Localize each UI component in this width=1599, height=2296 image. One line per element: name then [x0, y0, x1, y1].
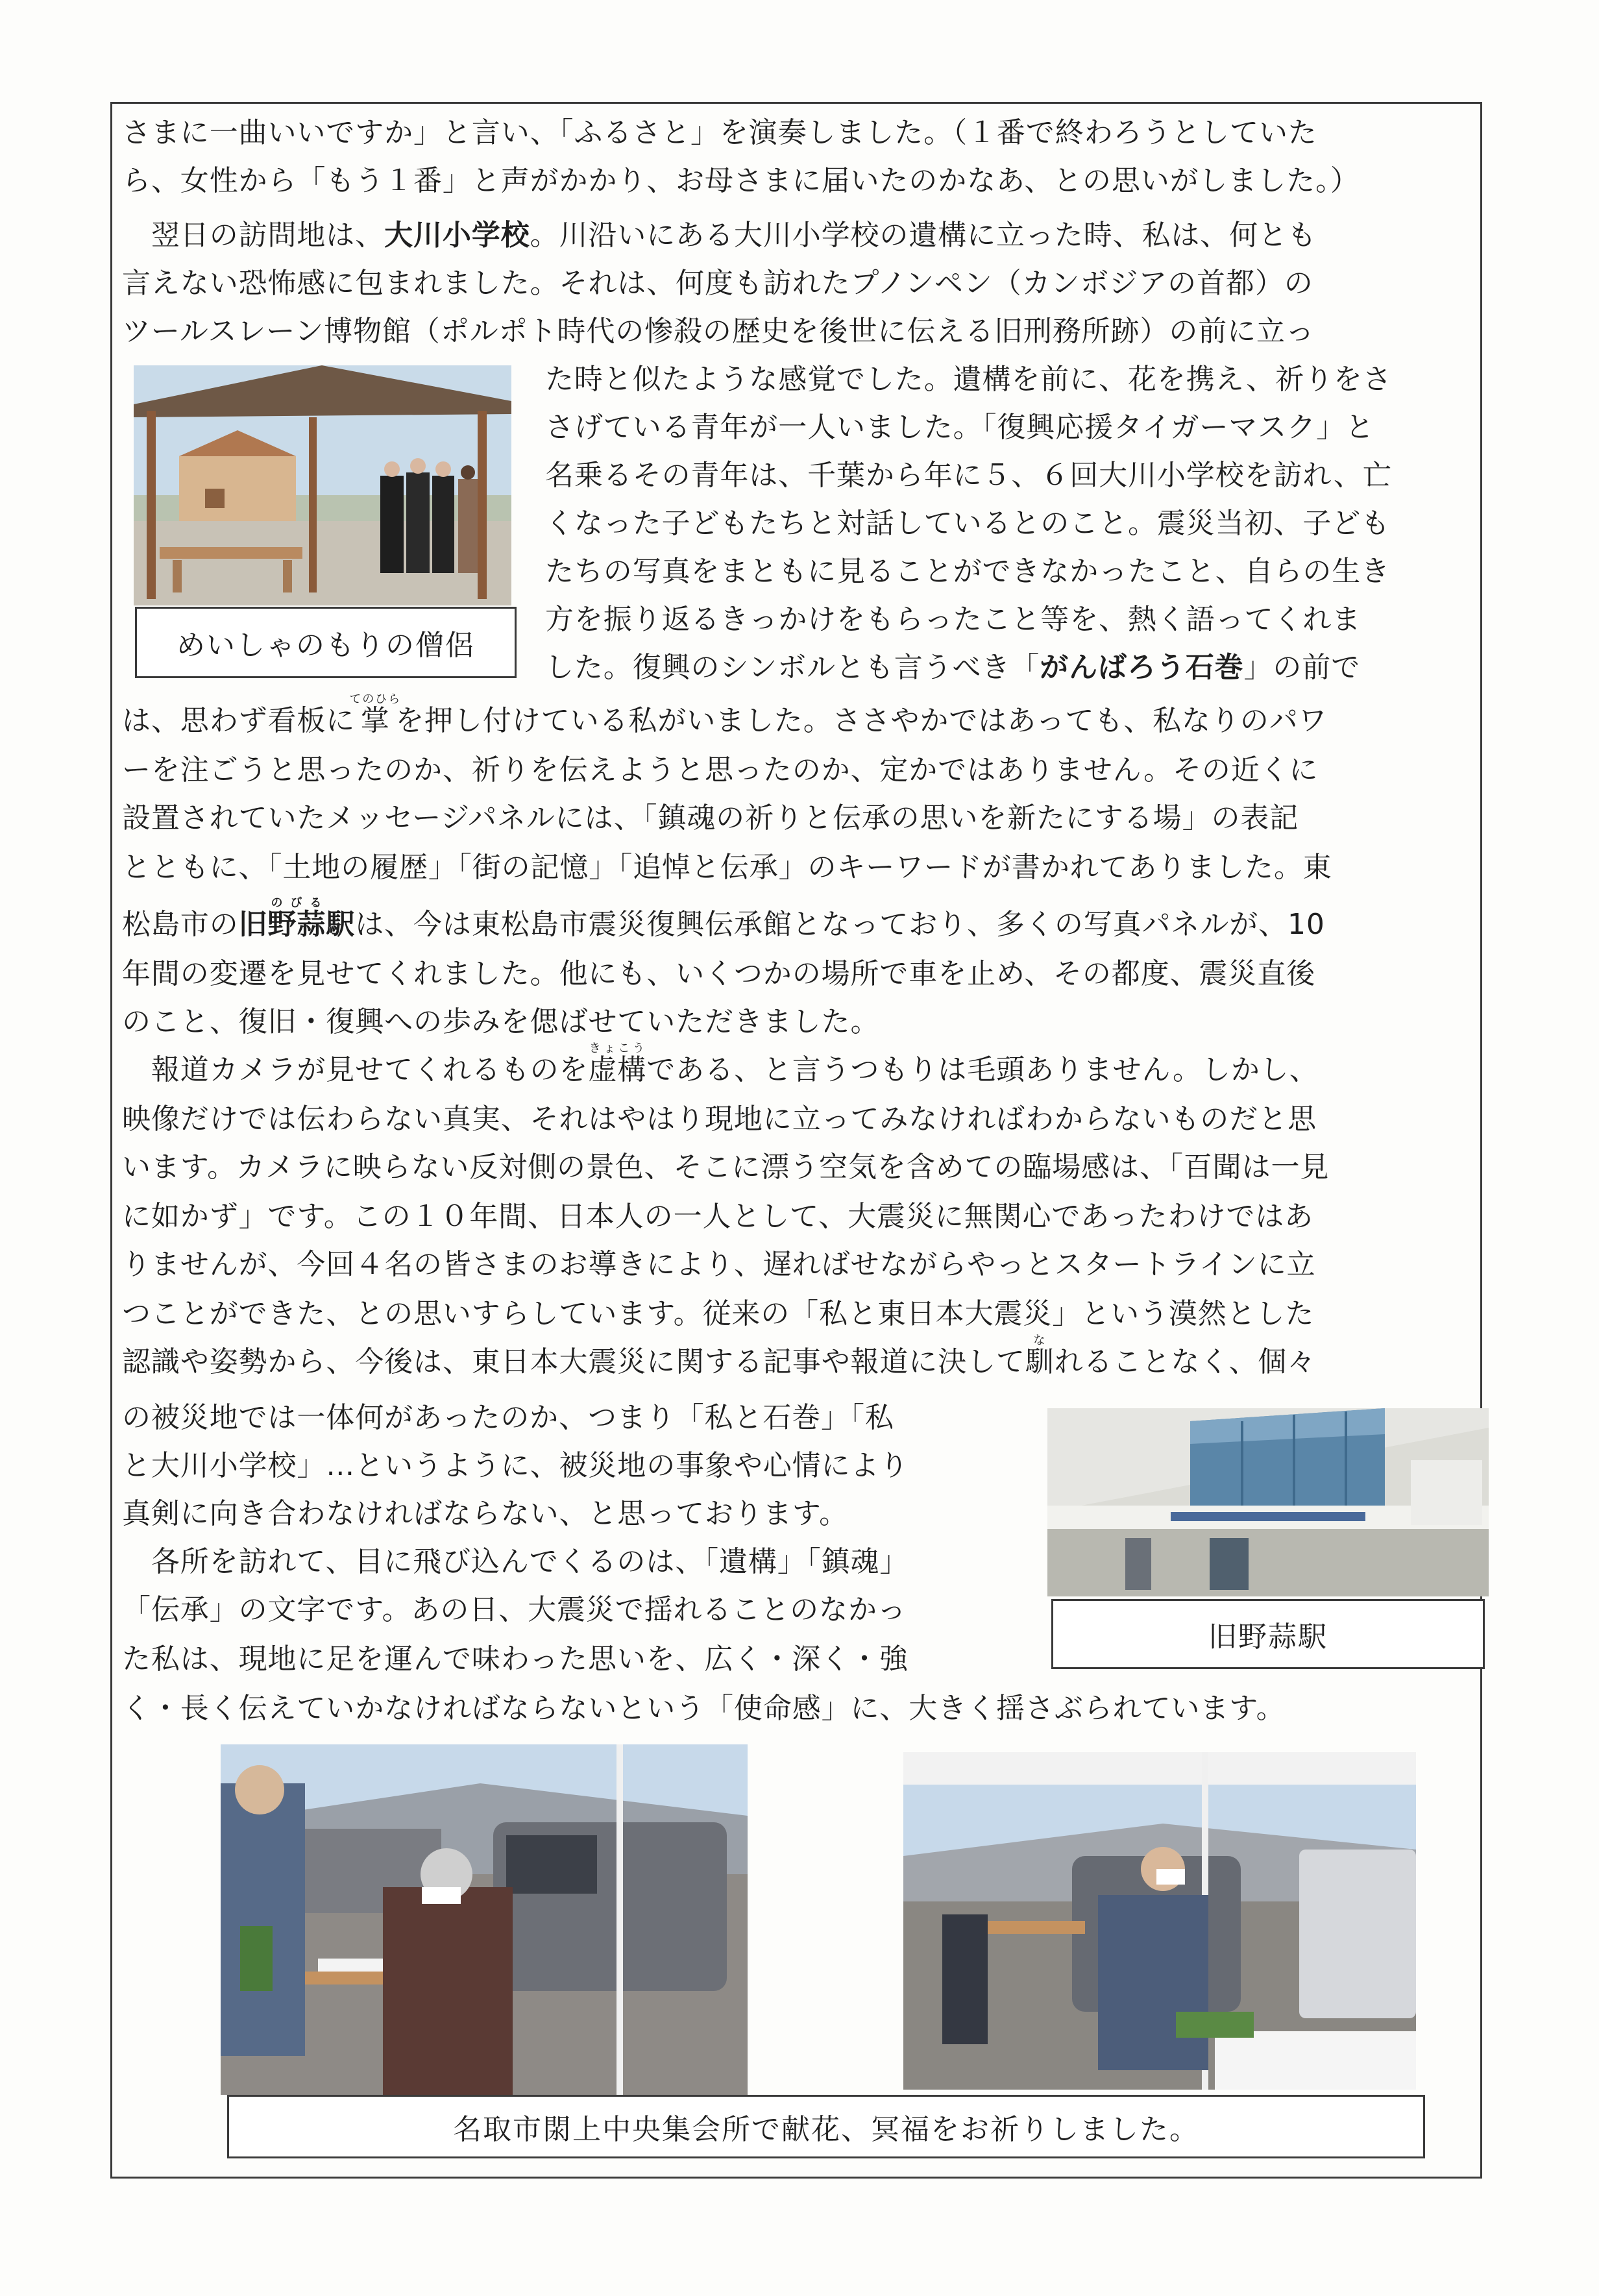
text-line: たちの写真をまともに見ることができなかったこと、自らの生き [545, 555, 1391, 588]
ruby-word: 馴な [1025, 1334, 1055, 1378]
text-line: のこと、復旧・復興への歩みを偲ばせていただきました。 [122, 1005, 880, 1038]
text-line: の被災地では一体何があったのか、つまり「私と石巻」「私 [122, 1401, 894, 1434]
bold-station-name: 旧野蒜のびる駅 [238, 896, 356, 941]
text-line: さまに一曲いいですか」と言い、「ふるさと」を演奏しました。（１番で終わろうとしていた [122, 116, 1317, 149]
ruby-word: 掌てのひら [349, 692, 402, 737]
text-line: 言えない恐怖感に包まれました。それは、何度も訪れたプノンペン（カンボジアの首都）の [122, 267, 1313, 300]
text-line: 報道カメラが見せてくれるものを虚構きょこうである、と言うつもりは毛頭ありません。しかし、 [122, 1042, 1319, 1086]
text-line: は、思わず看板に掌てのひらを押し付けている私がいました。ささやかではあっても、私なりのパワ [122, 692, 1328, 737]
bold-slogan: がんばろう石巻 [1040, 651, 1244, 684]
offering-photo-left [221, 1744, 748, 2095]
text-line: 設置されていたメッセージパネルには、「鎮魂の祈りと伝承の思いを新たにする場」の表記 [122, 801, 1299, 835]
station-caption: 旧野蒜駅 [1051, 1599, 1485, 1669]
text-line: 「伝承」の文字です。あの日、大震災で揺れることのなかっ [122, 1593, 907, 1626]
text-line: りませんが、今回４名の皆さまのお導きにより、遅ればせながらやっとスタートラインに立 [122, 1248, 1316, 1281]
text-line: 年間の変遷を見せてくれました。他にも、いくつかの場所で車を止め、その都度、震災直後 [122, 957, 1316, 990]
text-line: 方を振り返るきっかけをもらったこと等を、熱く語ってくれま [545, 603, 1361, 636]
text-line: 映像だけでは伝わらない真実、それはやはり現地に立ってみなければわからないものだと思 [122, 1103, 1317, 1136]
text-line: くなった子どもたちと対話しているとのこと。震災当初、子ども [545, 507, 1391, 540]
text-line: 松島市の旧野蒜のびる駅は、今は東松島市震災復興伝承館となっており、多くの写真パネルが、10 [122, 896, 1325, 941]
text-line: 各所を訪れて、目に飛び込んでくるのは、「遺構」「鎮魂」 [122, 1545, 909, 1578]
text-line: 名乗るその青年は、千葉から年に５、６回大川小学校を訪れ、亡 [545, 459, 1392, 492]
text-line: とともに、「土地の履歴」「街の記憶」「追悼と伝承」のキーワードが書かれてありました。東 [122, 851, 1332, 884]
ruby-word: 虚構きょこう [588, 1042, 647, 1086]
text-line: 翌日の訪問地は、大川小学校。川沿いにある大川小学校の遺構に立った時、私は、何とも [122, 219, 1317, 252]
text-line: く・長く伝えていかなければならないという「使命感」に、大きく揺さぶられています。 [122, 1692, 1286, 1725]
text-line: した。復興のシンボルとも言うべき「がんばろう石巻」の前で [545, 651, 1361, 684]
monks-caption: めいしゃのもりの僧侶 [135, 607, 517, 678]
text-line: ツールスレーン博物館（ポルポト時代の惨殺の歴史を後世に伝える旧刑務所跡）の前に立っ [122, 315, 1315, 348]
offering-photo-right [903, 1752, 1416, 2090]
offering-caption: 名取市閖上中央集会所で献花、冥福をお祈りしました。 [227, 2095, 1425, 2158]
text-line: つことができた、との思いすらしています。従来の「私と東日本大震災」という漠然とした [122, 1297, 1315, 1330]
monks-photo [134, 365, 511, 605]
text-line: と大川小学校」…というように、被災地の事象や心情により [122, 1449, 909, 1482]
bold-place-name: 大川小学校 [384, 219, 530, 252]
text-line: た時と似たような感覚でした。遺構を前に、花を携え、祈りをさ [545, 363, 1392, 396]
station-photo [1047, 1408, 1489, 1596]
text-line: 真剣に向き合わなければならない、と思っております。 [122, 1497, 848, 1530]
text-line: 認識や姿勢から、今後は、東日本大震災に関する記事や報道に決して馴なれることなく、個々 [122, 1334, 1317, 1378]
text-line: さげている青年が一人いました。「復興応援タイガーマスク」と [545, 411, 1374, 444]
text-line: た私は、現地に足を運んで味わった思いを、広く・深く・強 [122, 1643, 909, 1676]
text-line: ーを注ごうと思ったのか、祈りを伝えようと思ったのか、定かではありません。その近くに [122, 753, 1319, 787]
text-line: います。カメラに映らない反対側の景色、そこに漂う空気を含めての臨場感は、「百聞は一見 [122, 1151, 1330, 1184]
text-line: に如かず」です。この１０年間、日本人の一人として、大震災に無関心であったわけではあ [122, 1200, 1314, 1233]
text-line: ら、女性から「もう１番」と声がかかり、お母さまに届いたのかなあ、との思いがしました。） [122, 164, 1360, 197]
